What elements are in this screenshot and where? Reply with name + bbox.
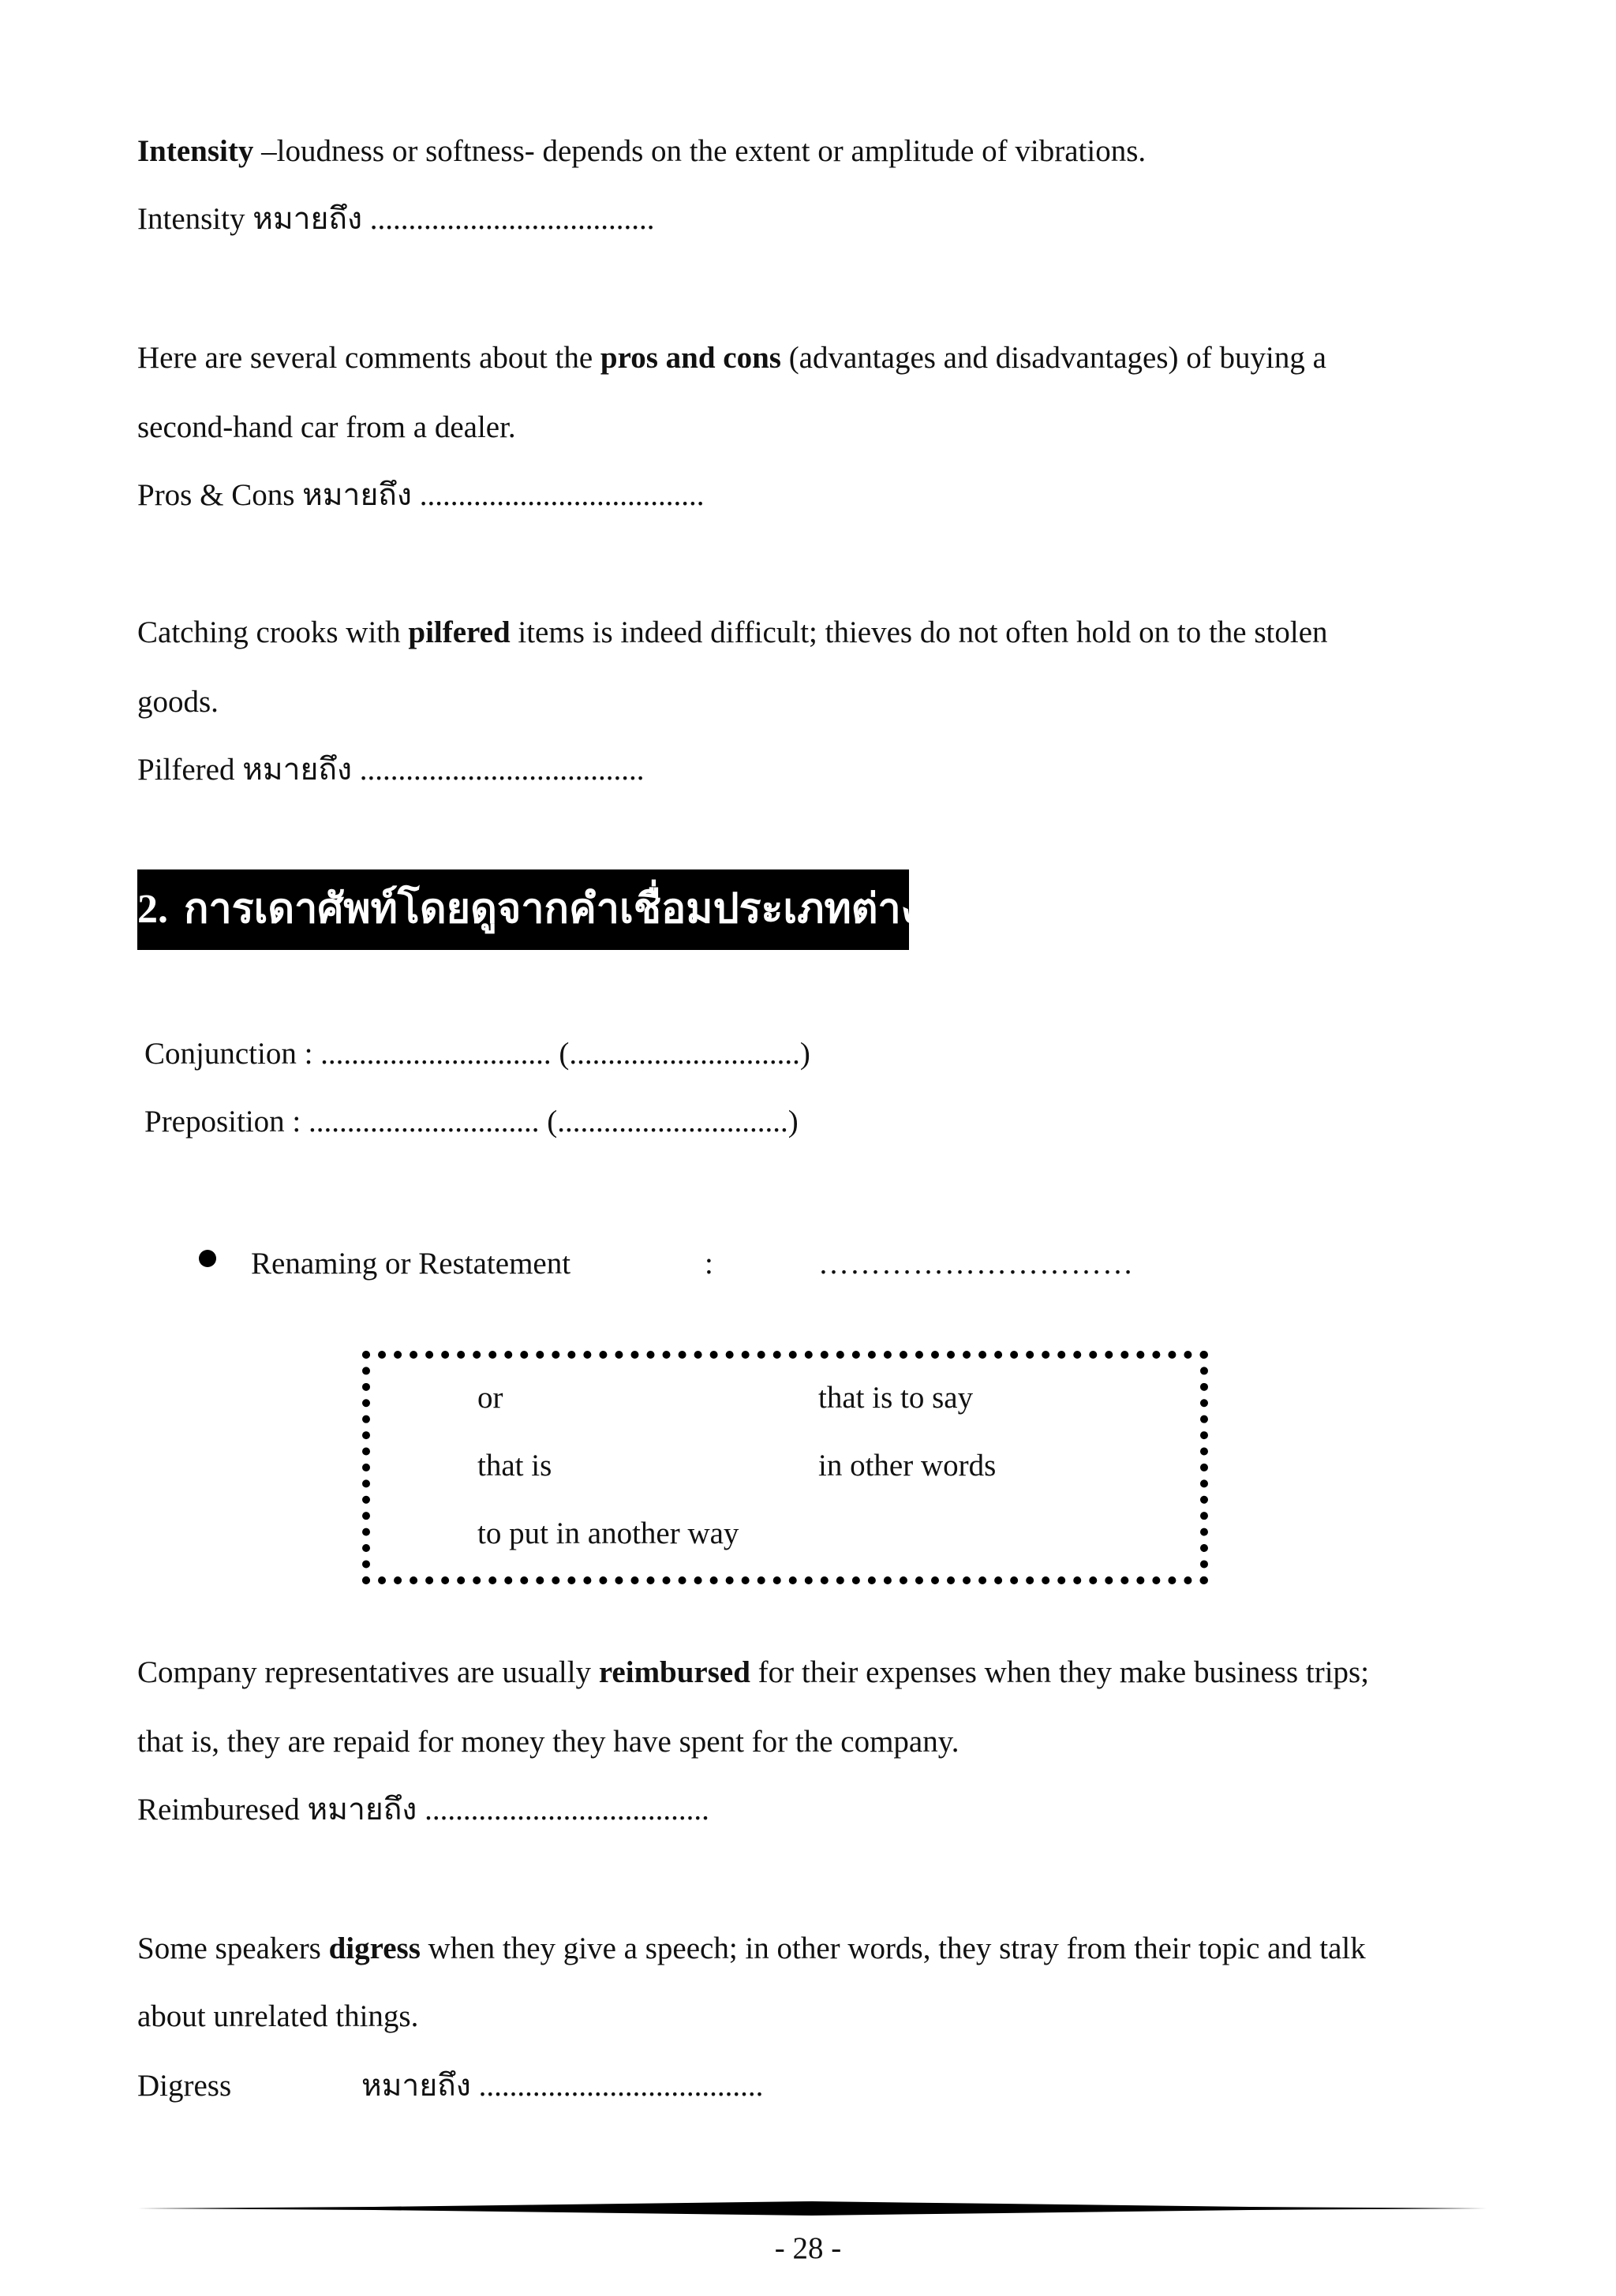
signal-word-that-is-to-say: that is to say <box>818 1381 974 1415</box>
footer-rule <box>137 2201 1487 2216</box>
reimbursed-answer: Reimburesed หมายถึง ..................................... <box>137 1793 709 1827</box>
pilfered-sentence-after: items is indeed difficult; thieves do not often hold on to the stolen <box>510 615 1328 649</box>
reimbursed-sentence <box>137 1654 1369 1692</box>
intensity-sentence <box>137 133 1146 170</box>
pros-cons-sentence-after: (advantages and disadvantages) of buying a <box>780 341 1326 375</box>
signal-word-in-other-words: in other words <box>818 1449 997 1483</box>
bullet-label: Renaming or Restatement <box>251 1247 571 1281</box>
pros-cons-term: pros and cons <box>600 341 781 375</box>
pros-cons-sentence-before: Here are several comments about the <box>137 341 600 375</box>
intensity-answer: Intensity หมายถึง ..................................... <box>137 202 655 236</box>
pros-cons-sentence-line2: second-hand car from a dealer. <box>137 410 516 444</box>
digress-sentence-before: Some speakers <box>137 1931 329 1965</box>
digress-sentence <box>137 1930 1366 1968</box>
digress-sentence-line2: about unrelated things. <box>137 1999 419 2033</box>
pilfered-answer: Pilfered หมายถึง ..................................... <box>137 753 645 787</box>
section-2-number: 2. <box>137 887 168 932</box>
intensity-sentence-rest: –loudness or softness- depends on the extent or amplitude of vibrations. <box>253 134 1147 168</box>
preposition-line: Preposition : .............................. (..............................) <box>144 1105 799 1139</box>
pilfered-term: pilfered <box>408 615 511 649</box>
digress-sentence-after: when they give a speech; in other words, they stray from their topic and talk <box>420 1931 1366 1965</box>
pros-cons-sentence <box>137 339 1326 377</box>
signal-word-or: or <box>477 1381 503 1415</box>
digress-term: digress <box>328 1931 421 1965</box>
section-2-title: การเดาศัพท์โดยดูจากคำเชื่อมประเภทต่างๆ ดังนี้ <box>184 887 1028 932</box>
intensity-term: Intensity <box>137 134 254 168</box>
pros-cons-answer: Pros & Cons หมายถึง ..................................... <box>137 478 705 512</box>
page-number: - 28 - <box>774 2231 842 2265</box>
pilfered-sentence <box>137 614 1328 652</box>
digress-answer-word: Digress <box>137 2069 232 2103</box>
bullet-dot <box>199 1250 216 1267</box>
pilfered-sentence-before: Catching crooks with <box>137 615 409 649</box>
pilfered-sentence-line2: goods. <box>137 685 219 719</box>
digress-answer: หมายถึง ..................................... <box>361 2069 764 2103</box>
signal-word-to-put-in-another-way: to put in another way <box>477 1516 739 1550</box>
reimbursed-sentence-line2: that is, they are repaid for money they have spent for the company. <box>137 1725 960 1759</box>
footer-rule-shape <box>137 2201 1487 2216</box>
signal-word-that-is: that is <box>477 1449 552 1483</box>
conjunction-line: Conjunction : .............................. (..............................) <box>144 1037 810 1071</box>
bullet-colon: : <box>705 1247 713 1281</box>
reimbursed-sentence-before: Company representatives are usually <box>137 1655 599 1689</box>
bullet-dots: ………………………… <box>818 1247 1134 1281</box>
section-2-heading <box>137 869 1028 950</box>
reimbursed-sentence-after: for their expenses when they make business trips; <box>750 1655 1370 1689</box>
reimbursed-term: reimbursed <box>598 1655 750 1689</box>
